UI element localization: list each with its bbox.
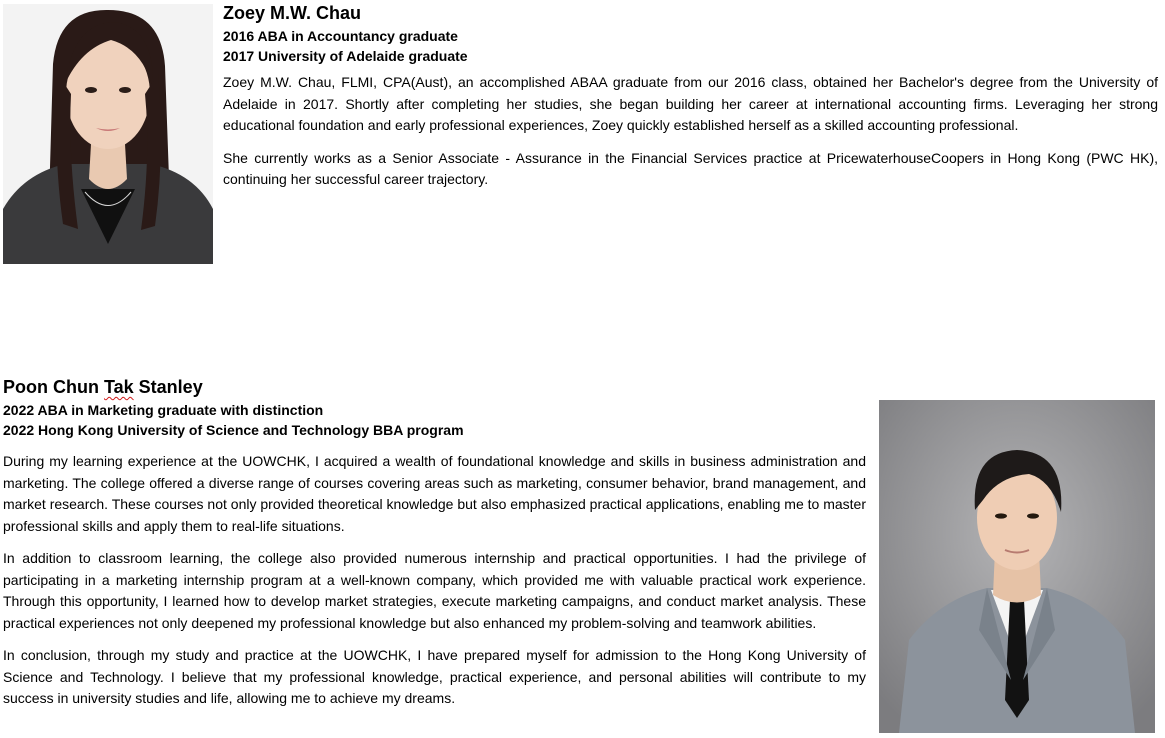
profile-name [3, 376, 866, 398]
profile-subtitle: 2017 University of Adelaide graduate [223, 48, 468, 64]
profile-photo-stanley [879, 400, 1155, 733]
profile-subtitle: 2022 ABA in Marketing graduate with distinction [3, 402, 324, 418]
profile-paragraph: Zoey M.W. Chau, FLMI, CPA(Aust), an accomplished ABAA graduate from our 2016 class, obtained her Bachelor's degree from the University of Adelaide in 2017. Shortly after completing her studies, she began building her career at international accounting firms. Leveraging her strong educational foundation and early professional experiences, Zoey quickly established herself as a skilled accounting professional. [223, 74, 1158, 133]
profile-name: Zoey M.W. Chau [223, 3, 362, 23]
profile-photo-zoey [3, 4, 213, 264]
profile-paragraph: In conclusion, through my study and practice at the UOWCHK, I have prepared myself for admission to the Hong Kong University of Science and Technology. I believe that my professional knowledge, practical experience, and personal abilities will contribute to my success in university studies and life, allowing me to achieve my dreams. [3, 647, 866, 706]
profile-stanley [3, 376, 866, 710]
profile-zoey [223, 2, 1158, 191]
profile-paragraph: She currently works as a Senior Associate - Assurance in the Financial Services practice at PricewaterhouseCoopers in Hong Kong (PWC HK), continuing her successful career trajectory. [223, 149, 1158, 187]
profile-paragraph: During my learning experience at the UOWCHK, I acquired a wealth of foundational knowledge and skills in business administration and marketing. The college offered a diverse range of courses covering areas such as marketing, consumer behavior, brand management, and market research. These courses not only provided theoretical knowledge but also emphasized practical applications, enabling me to master professional skills and apply them to real-life situations. [3, 453, 866, 534]
profile-subtitle: 2016 ABA in Accountancy graduate [223, 28, 458, 44]
profile-paragraph: In addition to classroom learning, the college also provided numerous internship and practical opportunities. I had the privilege of participating in a marketing internship program at a well-known company, which provided me with valuable practical work experience. Through this opportunity, I learned how to develop market strategies, execute marketing campaigns, and conduct market analysis. These practical experiences not only deepened my professional knowledge but also enhanced my problem-solving and teamwork abilities. [3, 550, 866, 631]
name-part: Stanley [133, 377, 203, 397]
spellcheck-flagged-word[interactable]: Tak [103, 377, 134, 397]
profile-subtitle: 2022 Hong Kong University of Science and Technology BBA program [3, 422, 464, 438]
name-part: Poon Chun [3, 377, 104, 397]
